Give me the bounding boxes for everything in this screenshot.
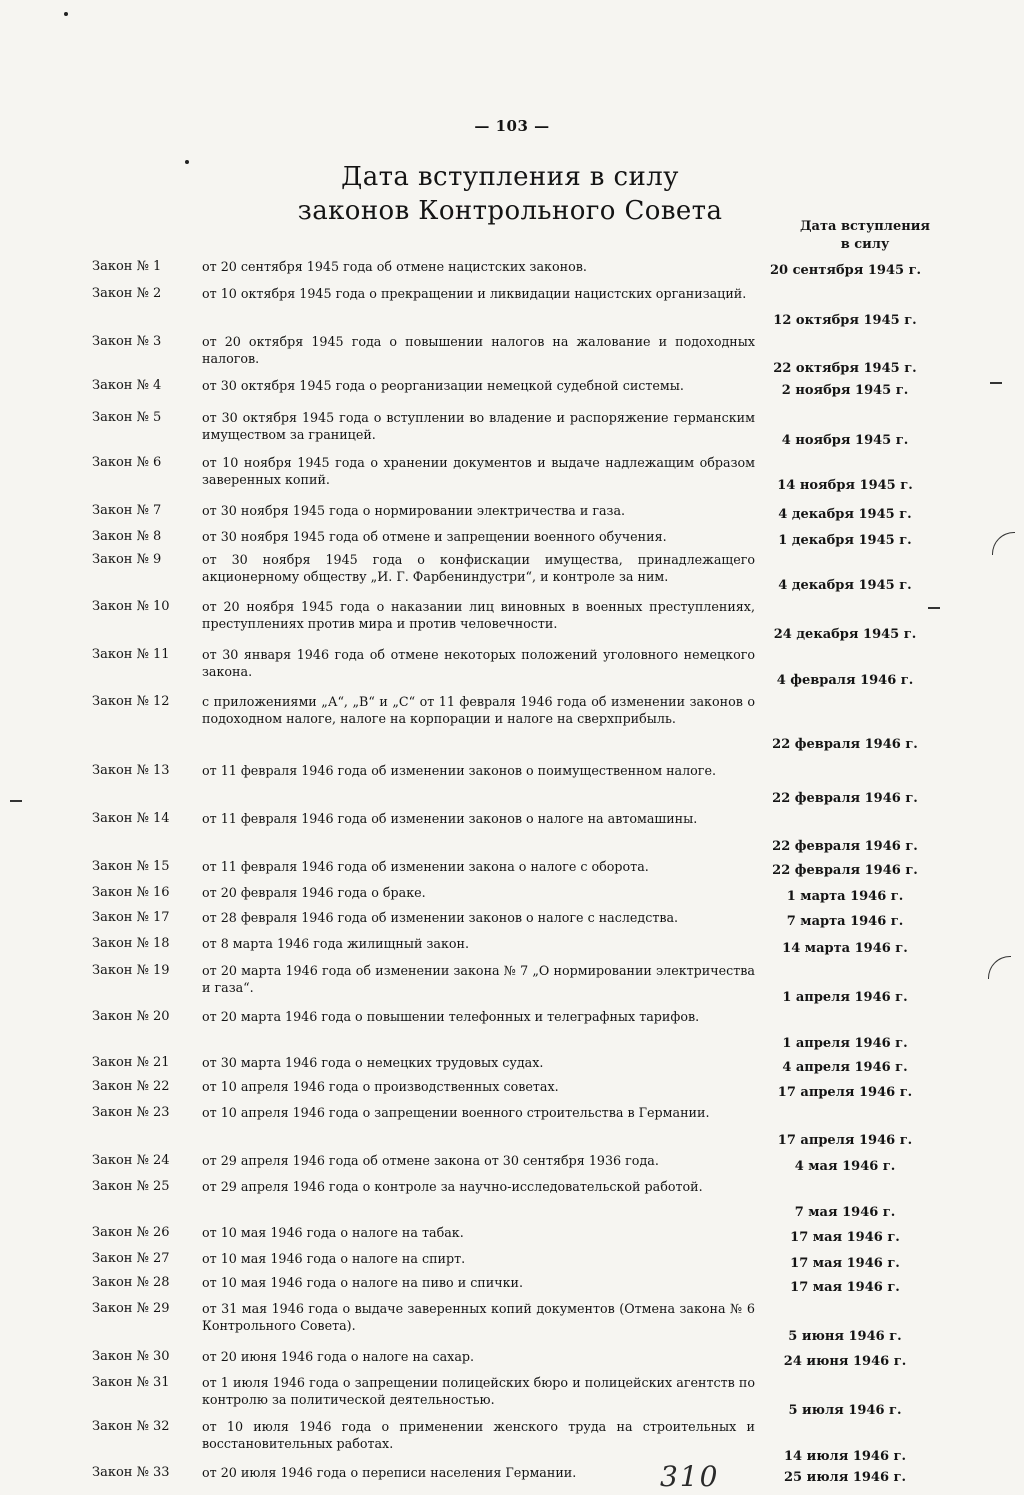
law-effective-date: 12 октября 1945 г. — [773, 313, 917, 328]
law-number: Закон № 32 — [92, 1419, 170, 1434]
law-number: Закон № 21 — [92, 1055, 170, 1070]
law-effective-date: 24 декабря 1945 г. — [773, 627, 917, 642]
law-effective-date: 4 ноября 1945 г. — [781, 433, 909, 448]
law-description: от 10 мая 1946 года о налоге на пиво и спички. — [202, 1275, 524, 1290]
law-number: Закон № 2 — [92, 286, 162, 301]
law-description: от 20 октября 1945 года о повышении налогов на жалование и подоходных налогов. — [202, 334, 755, 366]
law-number: Закон № 25 — [92, 1179, 170, 1194]
law-effective-date: 2 ноября 1945 г. — [781, 383, 909, 398]
law-description: от 10 апреля 1946 года о производственных советах. — [202, 1079, 559, 1094]
law-number: Закон № 4 — [92, 378, 162, 393]
law-description: от 20 июля 1946 года о переписи населения Германии. — [202, 1465, 577, 1480]
law-number: Закон № 33 — [92, 1465, 170, 1480]
law-description: от 29 апреля 1946 года о контроле за научно-исследовательской работой. — [202, 1179, 703, 1194]
scan-dash — [990, 382, 1002, 384]
scan-speck — [185, 160, 189, 164]
law-effective-date: 22 февраля 1946 г. — [772, 863, 918, 878]
law-number: Закон № 17 — [92, 910, 170, 925]
law-number: Закон № 1 — [92, 259, 162, 274]
law-description: от 30 ноября 1945 года о нормировании электричества и газа. — [202, 503, 626, 518]
title-line-2: законов Контрольного Совета — [297, 196, 723, 226]
law-description: от 11 февраля 1946 года об изменении законов о налоге на автомашины. — [202, 811, 698, 826]
law-description: с приложениями „А“, „В“ и „С“ от 11 февраля 1946 года об изменении законов о подоходном налоге, налоге на корпорации и налоге на сверхприбыль. — [202, 694, 755, 726]
law-number: Закон № 31 — [92, 1375, 170, 1390]
law-number: Закон № 9 — [92, 552, 162, 567]
law-description: от 10 ноября 1945 года о хранении документов и выдаче надлежащим образом заверенных копий. — [202, 455, 755, 487]
law-number: Закон № 15 — [92, 859, 170, 874]
law-description: от 20 марта 1946 года о повышении телефонных и телеграфных тарифов. — [202, 1009, 700, 1024]
law-number: Закон № 11 — [92, 647, 170, 662]
law-number: Закон № 27 — [92, 1251, 170, 1266]
law-effective-date: 1 декабря 1945 г. — [778, 533, 912, 548]
law-effective-date: 14 июля 1946 г. — [783, 1449, 907, 1464]
law-effective-date: 17 мая 1946 г. — [790, 1256, 900, 1271]
law-description: от 30 января 1946 года об отмене некоторых положений уголовного немецкого закона. — [202, 647, 755, 679]
law-description: от 10 мая 1946 года о налоге на табак. — [202, 1225, 464, 1240]
law-effective-date: 7 мая 1946 г. — [794, 1205, 896, 1220]
law-number: Закон № 22 — [92, 1079, 170, 1094]
law-description: от 11 февраля 1946 года об изменении законов о поимущественном налоге. — [202, 763, 716, 778]
law-effective-date: 22 февраля 1946 г. — [772, 791, 918, 806]
law-description: от 20 ноября 1945 года о наказании лиц виновных в военных преступлениях, преступлениях против мира и против человечности. — [202, 599, 755, 631]
law-number: Закон № 13 — [92, 763, 170, 778]
law-description: от 11 февраля 1946 года об изменении закона о налоге с оборота. — [202, 859, 649, 874]
title-line-1: Дата вступления в силу — [341, 162, 679, 192]
law-description: от 10 октября 1945 года о прекращении и ликвидации нацистских организаций. — [202, 286, 747, 301]
scan-dash — [928, 607, 940, 609]
law-number: Закон № 24 — [92, 1153, 170, 1168]
law-effective-date: 4 февраля 1946 г. — [776, 673, 914, 688]
law-number: Закон № 18 — [92, 936, 170, 951]
law-description: от 1 июля 1946 года о запрещении полицейских бюро и полицейских агентств по контролю за политической деятельностью. — [202, 1375, 755, 1407]
law-number: Закон № 8 — [92, 529, 162, 544]
law-number: Закон № 14 — [92, 811, 170, 826]
law-effective-date: 22 февраля 1946 г. — [772, 839, 918, 854]
law-effective-date: 5 июля 1946 г. — [788, 1403, 902, 1418]
law-effective-date: 17 мая 1946 г. — [790, 1230, 900, 1245]
law-effective-date: 20 сентября 1945 г. — [770, 263, 922, 278]
law-effective-date: 4 декабря 1945 г. — [778, 507, 912, 522]
law-effective-date: 22 февраля 1946 г. — [772, 737, 918, 752]
law-number: Закон № 7 — [92, 503, 162, 518]
law-description: от 8 марта 1946 года жилищный закон. — [202, 936, 470, 951]
law-number: Закон № 19 — [92, 963, 170, 978]
law-number: Закон № 23 — [92, 1105, 170, 1120]
law-description: от 30 октября 1945 года о вступлении во владение и распоряжение германским имуществом за границей. — [202, 410, 755, 442]
law-number: Закон № 3 — [92, 334, 162, 349]
law-number: Закон № 30 — [92, 1349, 170, 1364]
law-description: от 20 марта 1946 года об изменении закона № 7 „О нормировании электричества и газа“. — [202, 963, 755, 995]
law-effective-date: 24 июня 1946 г. — [783, 1354, 907, 1369]
law-number: Закон № 12 — [92, 694, 170, 709]
law-description: от 10 мая 1946 года о налоге на спирт. — [202, 1251, 466, 1266]
law-effective-date: 14 ноября 1945 г. — [777, 478, 913, 493]
law-description: от 20 июня 1946 года о налоге на сахар. — [202, 1349, 475, 1364]
law-description: от 31 мая 1946 года о выдаче заверенных копий документов (Отмена закона № 6 Контрольного Совета). — [202, 1301, 755, 1333]
law-description: от 30 ноября 1945 года об отмене и запрещении военного обучения. — [202, 529, 667, 544]
law-number: Закон № 5 — [92, 410, 162, 425]
law-description: от 10 апреля 1946 года о запрещении военного строительства в Германии. — [202, 1105, 710, 1120]
page-number: — 103 — — [474, 117, 550, 135]
law-effective-date: 17 апреля 1946 г. — [777, 1133, 913, 1148]
law-description: от 29 апреля 1946 года об отмене закона от 30 сентября 1936 года. — [202, 1153, 659, 1168]
date-header-line-2: в силу — [840, 237, 890, 252]
law-effective-date: 1 апреля 1946 г. — [782, 1036, 908, 1051]
law-effective-date: 7 марта 1946 г. — [786, 914, 904, 929]
law-description: от 10 июля 1946 года о применении женского труда на строительных и восстановительных работах. — [202, 1419, 755, 1451]
law-number: Закон № 16 — [92, 885, 170, 900]
law-number: Закон № 10 — [92, 599, 170, 614]
law-description: от 30 марта 1946 года о немецких трудовых судах. — [202, 1055, 544, 1070]
law-effective-date: 17 апреля 1946 г. — [777, 1085, 913, 1100]
law-number: Закон № 26 — [92, 1225, 170, 1240]
law-effective-date: 17 мая 1946 г. — [790, 1280, 900, 1295]
law-number: Закон № 28 — [92, 1275, 170, 1290]
law-effective-date: 1 апреля 1946 г. — [782, 990, 908, 1005]
law-effective-date: 4 апреля 1946 г. — [782, 1060, 908, 1075]
law-effective-date: 14 марта 1946 г. — [782, 941, 908, 956]
law-description: от 30 октября 1945 года о реорганизации немецкой судебной системы. — [202, 378, 684, 393]
scan-speck — [64, 12, 68, 16]
law-description: от 28 февраля 1946 года об изменении законов о налоге с наследства. — [202, 910, 679, 925]
law-number: Закон № 6 — [92, 455, 162, 470]
scan-dash — [10, 800, 22, 802]
law-description: от 20 сентября 1945 года об отмене нацистских законов. — [202, 259, 587, 274]
law-description: от 20 февраля 1946 года о браке. — [202, 885, 426, 900]
law-number: Закон № 20 — [92, 1009, 170, 1024]
law-effective-date: 4 декабря 1945 г. — [778, 578, 912, 593]
law-number: Закон № 29 — [92, 1301, 170, 1316]
date-header-line-1: Дата вступления — [799, 219, 931, 234]
law-description: от 30 ноября 1945 года о конфискации имущества, принадлежащего акционерному обществу „И. Г. Фарбениндустри“, и контроле за ним. — [202, 552, 755, 584]
law-effective-date: 5 июня 1946 г. — [788, 1329, 902, 1344]
law-effective-date: 25 июля 1946 г. — [783, 1470, 907, 1485]
law-effective-date: 4 мая 1946 г. — [794, 1159, 896, 1174]
law-effective-date: 1 марта 1946 г. — [786, 889, 904, 904]
law-effective-date: 22 октября 1945 г. — [773, 361, 917, 376]
handwritten-note: 310 — [660, 1460, 720, 1493]
